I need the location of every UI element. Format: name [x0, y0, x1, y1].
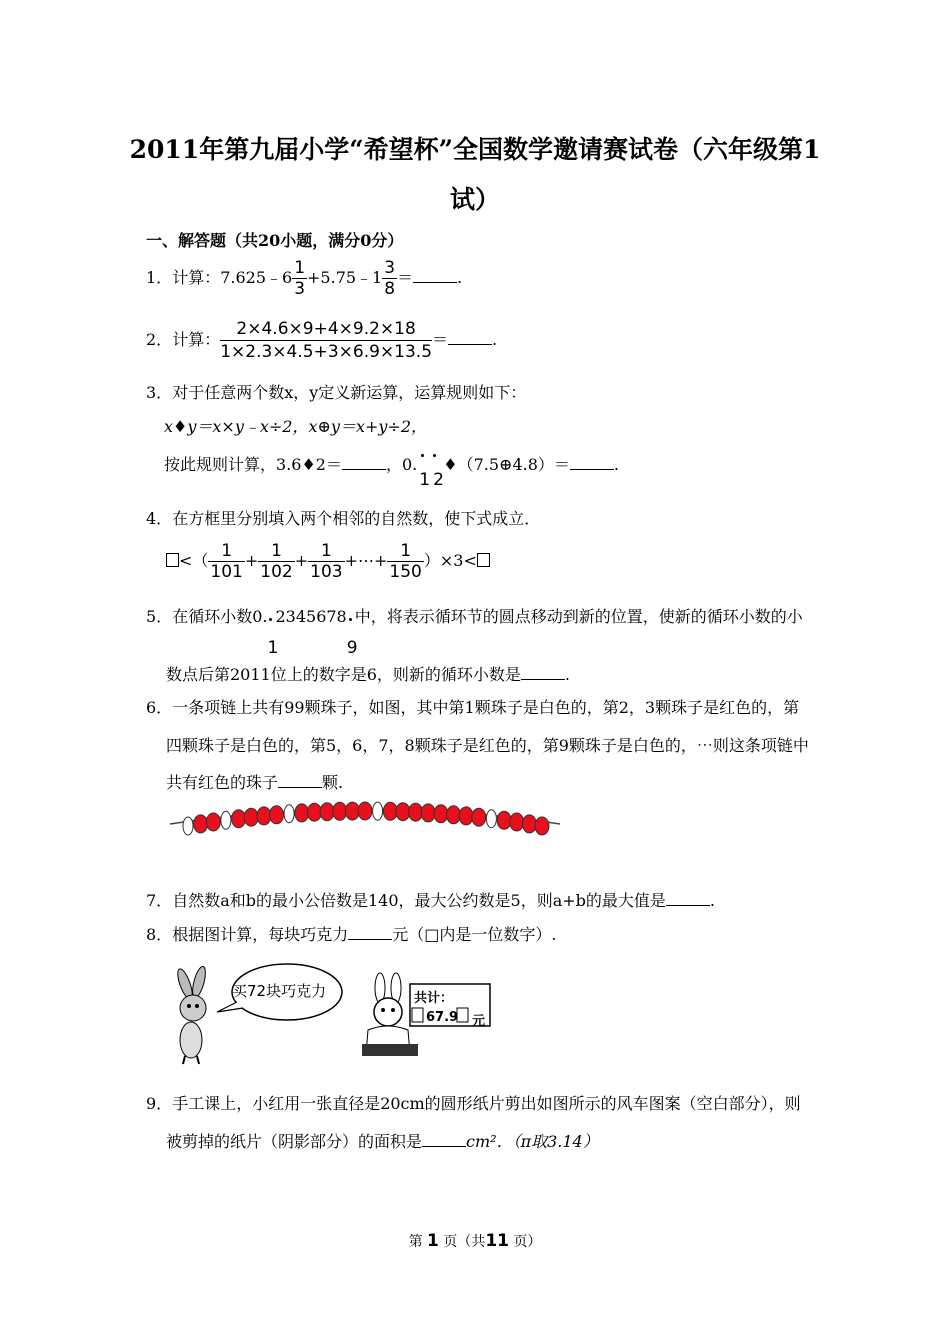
red-bead: [194, 815, 208, 833]
answer-blank: [448, 330, 492, 345]
question-4: 4．在方框里分别填入两个相邻的自然数，使下式成立．: [146, 509, 541, 528]
answer-blank: [278, 773, 322, 788]
red-bead: [447, 806, 461, 824]
white-bead: [221, 811, 231, 829]
question-1: 1．计算：7.625﹣6 $\frac{1}{3}$ +5.75﹣1 $\frac{3}{8}$ ＝ .: [146, 258, 463, 299]
question-2: 2．计算： $\frac{2\times 4.6\times 9+4\times 9.2\times 18}{1\times 2.3\times 4.5+3\times 6.9\times 13.5}=$ .: [146, 319, 498, 362]
white-bead: [373, 802, 383, 820]
white-bead: [284, 805, 294, 823]
answer-blank: [342, 455, 386, 470]
q3-rule: x♦y＝x×y﹣x÷2，x⊕y＝x+y÷2，: [164, 417, 428, 436]
answer-blank: [413, 268, 457, 283]
question-9: 9．手工课上，小红用一张直径是20cm的圆形纸片剪出如图所示的风车图案（空白部分），则: [146, 1094, 801, 1113]
rabbit-speech-figure: [165, 962, 345, 1067]
fraction: $\frac{1}{3}$: [294, 258, 306, 299]
answer-blank: [348, 925, 392, 940]
q5-line2: 数点后第2011位上的数字是6，则新的循环小数是 .: [166, 665, 570, 684]
q4-inequality: <（ $\frac{1}{101}$ + $\frac{1}{102}$ + $\frac{1}{103}$ +⋯+ $\frac{1}{150}$ ）×3<: [166, 541, 490, 582]
red-bead: [358, 802, 372, 820]
red-bead: [497, 811, 511, 829]
red-bead: [320, 803, 334, 821]
red-bead: [535, 817, 549, 835]
question-8: 8．根据图计算，每块巧克力 元（□内是一位数字）.: [146, 925, 557, 944]
q9-line2: 被剪掉的纸片（阴影部分）的面积是 cm²．（π取3.14）: [166, 1132, 599, 1151]
section-heading: 一、解答题（共20小题，满分0分）: [146, 231, 404, 250]
red-bead: [345, 802, 359, 820]
red-bead: [434, 805, 448, 823]
red-bead: [295, 804, 309, 822]
q3-line3: 按此规则计算，3.6♦2＝ ，0. 12 ♦（7.5⊕4.8）＝ .: [164, 455, 620, 490]
red-bead: [206, 813, 220, 831]
sign-amount: 67.9: [426, 1010, 459, 1025]
red-bead: [244, 808, 258, 826]
red-bead: [232, 810, 246, 828]
red-bead: [270, 806, 284, 824]
empty-box: [477, 553, 490, 567]
red-bead: [472, 808, 486, 826]
red-bead: [333, 802, 347, 820]
answer-blank: [570, 455, 614, 470]
red-bead: [421, 804, 435, 822]
page-title-cont: 试）: [449, 185, 500, 214]
answer-blank: [422, 1132, 466, 1147]
red-bead: [522, 815, 536, 833]
sign-title: 共计：: [414, 991, 454, 1006]
fraction: $\frac{2\times 4.6\times 9+4\times 9.2\times 18}{1\times 2.3\times 4.5+3\times 6.9\times 13.5}$: [220, 319, 433, 362]
red-bead: [383, 802, 397, 820]
white-bead: [486, 810, 496, 828]
empty-box: [166, 553, 179, 567]
question-7: 7．自然数a和b的最小公倍数是140，最大公约数是5，则a+b的最大值是 .: [146, 891, 715, 910]
repeating-digits: 12: [419, 470, 447, 490]
question-5: 5．在循环小数0. 1 2345678 9 中，将表示循环节的圆点移动到新的位置，使新的循环小数的小: [146, 607, 803, 658]
red-bead: [510, 813, 524, 831]
speech-bubble-text: 买72块巧克力: [232, 982, 327, 1000]
red-bead: [257, 807, 271, 825]
question-6: 6．一条项链上共有99颗珠子，如图，其中第1颗珠子是白色的，第2，3颗珠子是红色的，第: [146, 698, 800, 717]
red-bead: [396, 803, 410, 821]
sign-unit: 元: [472, 1014, 486, 1029]
page-title: 2011年第九届小学“希望杯”全国数学邀请赛试卷（六年级第1: [129, 135, 821, 164]
white-bead: [183, 817, 193, 835]
page-footer: 第 1 页（共11 页）: [408, 1231, 542, 1251]
answer-blank: [521, 665, 565, 680]
fraction: $\frac{3}{8}$: [384, 258, 396, 299]
q6-line2: 四颗珠子是白色的，第5，6，7，8颗珠子是红色的，第9颗珠子是白色的，⋯则这条项链中: [166, 736, 809, 755]
answer-blank: [666, 891, 710, 906]
red-bead: [459, 807, 473, 825]
question-3: 3．对于任意两个数x，y定义新运算，运算规则如下：: [146, 383, 527, 402]
q6-line3: 共有红色的珠子 颗.: [166, 773, 344, 792]
red-bead: [409, 803, 423, 821]
red-bead: [307, 803, 321, 821]
necklace-figure: [168, 798, 564, 854]
